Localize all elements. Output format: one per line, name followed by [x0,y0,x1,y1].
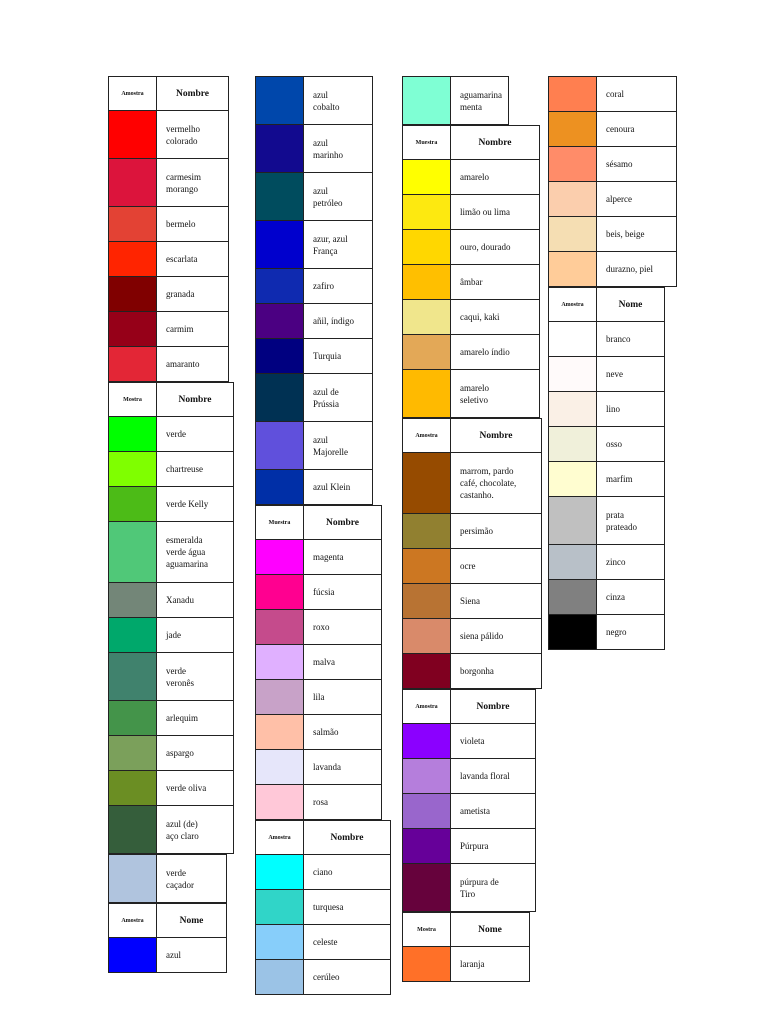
table-row [256,715,382,750]
color-swatch [109,312,157,347]
color-name: persimão [451,514,542,549]
color-name: azul marinho [304,125,373,173]
color-swatch [403,759,451,794]
color-name: zinco [597,545,665,580]
color-name: Siena [451,584,542,619]
table-row [549,462,665,497]
table-row [403,335,540,370]
table-row [256,890,391,925]
color-name: rosa [304,785,382,820]
color-table [255,76,373,505]
color-swatch [403,619,451,654]
color-name: verde [157,417,234,452]
table-row [256,785,382,820]
color-table [548,76,677,287]
table-row [256,470,373,505]
table-row [403,947,530,982]
color-swatch [109,207,157,242]
color-name: limão ou lima [451,195,540,230]
name-column-header: Nombre [157,77,229,111]
color-swatch [403,514,451,549]
color-swatch [403,947,451,982]
table-row [403,160,540,195]
color-name: carmim [157,312,229,347]
table-row [403,370,540,418]
sample-column-header: Mostra [403,913,451,947]
color-swatch [403,829,451,864]
table-row [109,736,234,771]
color-name: neve [597,357,665,392]
color-name: azul (de) aço claro [157,806,234,854]
table-row [109,938,227,973]
color-name: borgonha [451,654,542,689]
color-name: azur, azul França [304,221,373,269]
sample-column-header: Amostra [109,904,157,938]
table-row [549,147,677,182]
table-row [549,580,665,615]
color-swatch [256,470,304,505]
table-row [109,653,234,701]
color-name: arlequim [157,701,234,736]
table-header-row [109,77,229,111]
table-row [256,540,382,575]
table-row [549,545,665,580]
table-row [256,173,373,221]
table-header-row [403,126,540,160]
color-name: salmão [304,715,382,750]
color-name: Púrpura [451,829,536,864]
color-name: coral [597,77,677,112]
name-column-header: Nombre [451,419,542,453]
color-name: marrom, pardo café, chocolate, castanho. [451,453,542,514]
name-column-header: Nome [157,904,227,938]
color-name: esmeralda verde água aguamarina [157,522,234,583]
color-name: lino [597,392,665,427]
color-name: aguamarina menta [451,77,509,125]
name-column-header: Nombre [304,821,391,855]
table-row [549,217,677,252]
color-swatch [403,230,451,265]
table-row [549,392,665,427]
color-name: sésamo [597,147,677,182]
color-name: ouro, dourado [451,230,540,265]
table-row [256,125,373,173]
color-swatch [256,304,304,339]
color-name: ametista [451,794,536,829]
name-column-header: Nome [451,913,530,947]
color-swatch [549,147,597,182]
color-name: Xanadu [157,583,234,618]
color-swatch [403,370,451,418]
table-row [109,522,234,583]
color-swatch [403,654,451,689]
color-swatch [109,159,157,207]
color-table [402,418,542,689]
table-row [549,77,677,112]
color-name: jade [157,618,234,653]
color-name: lila [304,680,382,715]
color-swatch [403,453,451,514]
table-row [403,619,542,654]
color-swatch [109,487,157,522]
table-row [403,759,536,794]
sample-column-header: Mostra [109,383,157,417]
table-row [109,312,229,347]
sample-column-header: Amostra [109,77,157,111]
color-name: lavanda [304,750,382,785]
table-row [549,182,677,217]
table-row [256,77,373,125]
table-row [256,422,373,470]
table-row [403,514,542,549]
table-header-row [109,904,227,938]
color-swatch [403,584,451,619]
color-swatch [403,265,451,300]
color-swatch [109,111,157,159]
color-name: beis, beige [597,217,677,252]
table-row [256,221,373,269]
color-swatch [109,736,157,771]
table-row [109,242,229,277]
table-row [109,347,229,382]
table-row [403,230,540,265]
color-name: amarelo índio [451,335,540,370]
color-name: escarlata [157,242,229,277]
color-name: violeta [451,724,536,759]
table-row [256,304,373,339]
color-swatch [403,195,451,230]
table-row [109,207,229,242]
table-row [256,645,382,680]
color-name: prata prateado [597,497,665,545]
color-swatch [256,785,304,820]
color-name: granada [157,277,229,312]
table-row [256,680,382,715]
table-row [549,322,665,357]
name-column-header: Nombre [451,126,540,160]
color-swatch [256,374,304,422]
sample-column-header: Muestra [256,506,304,540]
table-row [109,701,234,736]
color-table [548,287,665,650]
color-name: carmesim morango [157,159,229,207]
color-swatch [256,221,304,269]
color-name: Turquia [304,339,373,374]
color-name: zafiro [304,269,373,304]
color-swatch [109,855,157,903]
color-swatch [549,217,597,252]
color-swatch [109,277,157,312]
color-swatch [109,618,157,653]
color-swatch [549,580,597,615]
sample-column-header: Amostra [549,288,597,322]
table-row [256,855,391,890]
color-swatch [109,701,157,736]
color-name: cerúleo [304,960,391,995]
table-row [549,357,665,392]
color-swatch [403,300,451,335]
color-name: fúcsia [304,575,382,610]
color-swatch [109,771,157,806]
color-name: verde caçador [157,855,227,903]
table-row [403,549,542,584]
color-name: cenoura [597,112,677,147]
color-table [255,505,382,820]
table-row [403,654,542,689]
table-row [109,855,227,903]
table-row [549,112,677,147]
color-swatch [403,160,451,195]
color-table [402,912,530,982]
color-swatch [256,422,304,470]
table-row [256,960,391,995]
table-row [403,724,536,759]
color-swatch [549,357,597,392]
color-swatch [549,77,597,112]
table-row [403,864,536,912]
color-name: aspargo [157,736,234,771]
color-name: turquesa [304,890,391,925]
color-name: azul [157,938,227,973]
table-header-row [403,690,536,724]
color-name: azul de Prússia [304,374,373,422]
table-row [109,417,234,452]
table-row [109,452,234,487]
sample-column-header: Muestra [403,126,451,160]
table-header-row [109,383,234,417]
color-swatch [109,583,157,618]
color-name: añil, índigo [304,304,373,339]
color-swatch [256,960,304,995]
color-swatch [549,252,597,287]
color-swatch [256,540,304,575]
color-name: siena pálido [451,619,542,654]
color-table [255,820,391,995]
color-name: azul cobalto [304,77,373,125]
color-name: âmbar [451,265,540,300]
table-row [256,374,373,422]
color-name: roxo [304,610,382,645]
color-table [402,76,509,125]
color-name: marfim [597,462,665,497]
color-table [108,382,234,854]
color-swatch [256,715,304,750]
color-swatch [256,610,304,645]
table-row [403,829,536,864]
color-table [108,76,229,382]
table-header-row [256,506,382,540]
color-name: azul Majorelle [304,422,373,470]
color-swatch [256,680,304,715]
color-swatch [403,724,451,759]
color-name: magenta [304,540,382,575]
color-swatch [109,417,157,452]
table-row [109,159,229,207]
sample-column-header: Amostra [403,419,451,453]
table-header-row [549,288,665,322]
name-column-header: Nombre [304,506,382,540]
table-row [549,252,677,287]
color-swatch [549,112,597,147]
table-row [549,497,665,545]
color-swatch [109,938,157,973]
table-row [403,77,509,125]
color-swatch [109,653,157,701]
color-swatch [549,322,597,357]
color-name: vermelho colorado [157,111,229,159]
color-table [402,125,540,418]
color-swatch [256,925,304,960]
color-name: ocre [451,549,542,584]
table-row [109,487,234,522]
color-swatch [256,173,304,221]
table-row [403,195,540,230]
name-column-header: Nombre [157,383,234,417]
color-swatch [403,794,451,829]
color-name: celeste [304,925,391,960]
color-swatch [256,269,304,304]
table-header-row [403,913,530,947]
name-column-header: Nombre [451,690,536,724]
table-row [403,794,536,829]
color-swatch [403,335,451,370]
color-name: amarelo [451,160,540,195]
color-name: bermelo [157,207,229,242]
palette-column-1 [108,76,234,973]
name-column-header: Nome [597,288,665,322]
color-table [108,903,227,973]
color-swatch [109,806,157,854]
table-row [403,584,542,619]
table-row [109,111,229,159]
color-name: azul Klein [304,470,373,505]
color-name: osso [597,427,665,462]
color-swatch [109,242,157,277]
table-row [256,575,382,610]
palette-column-4 [548,76,677,650]
color-swatch [109,347,157,382]
color-name: cinza [597,580,665,615]
color-swatch [256,339,304,374]
palette-column-3 [402,76,542,982]
color-name: branco [597,322,665,357]
table-row [256,925,391,960]
color-name: laranja [451,947,530,982]
color-swatch [403,864,451,912]
color-name: malva [304,645,382,680]
table-row [256,750,382,785]
table-row [256,610,382,645]
color-swatch [256,645,304,680]
color-name: durazno, piel [597,252,677,287]
color-name: azul petróleo [304,173,373,221]
color-swatch [549,392,597,427]
color-name: verde Kelly [157,487,234,522]
table-header-row [403,419,542,453]
color-name: amaranto [157,347,229,382]
color-swatch [549,427,597,462]
table-row [109,583,234,618]
table-row [403,265,540,300]
table-row [256,339,373,374]
color-swatch [109,522,157,583]
color-swatch [256,575,304,610]
color-swatch [549,182,597,217]
color-table [108,854,227,903]
table-header-row [256,821,391,855]
color-name: negro [597,615,665,650]
table-row [403,453,542,514]
table-row [109,277,229,312]
color-name: verde oliva [157,771,234,806]
color-swatch [109,452,157,487]
table-row [109,771,234,806]
table-row [403,300,540,335]
color-swatch [403,549,451,584]
color-swatch [256,750,304,785]
color-swatch [256,855,304,890]
color-name: ciano [304,855,391,890]
color-name: verde veronês [157,653,234,701]
table-row [109,806,234,854]
color-name: alperce [597,182,677,217]
color-name: púrpura de Tiro [451,864,536,912]
palette-column-2 [255,76,391,995]
color-name: chartreuse [157,452,234,487]
color-name: amarelo seletivo [451,370,540,418]
color-swatch [256,77,304,125]
table-row [549,615,665,650]
color-swatch [549,462,597,497]
color-name: lavanda floral [451,759,536,794]
color-table [402,689,536,912]
color-swatch [549,497,597,545]
sample-column-header: Amostra [403,690,451,724]
color-swatch [549,615,597,650]
color-swatch [256,125,304,173]
color-name: caqui, kaki [451,300,540,335]
color-swatch [256,890,304,925]
color-swatch [403,77,451,125]
color-swatch [549,545,597,580]
table-row [256,269,373,304]
sample-column-header: Amostra [256,821,304,855]
table-row [109,618,234,653]
table-row [549,427,665,462]
